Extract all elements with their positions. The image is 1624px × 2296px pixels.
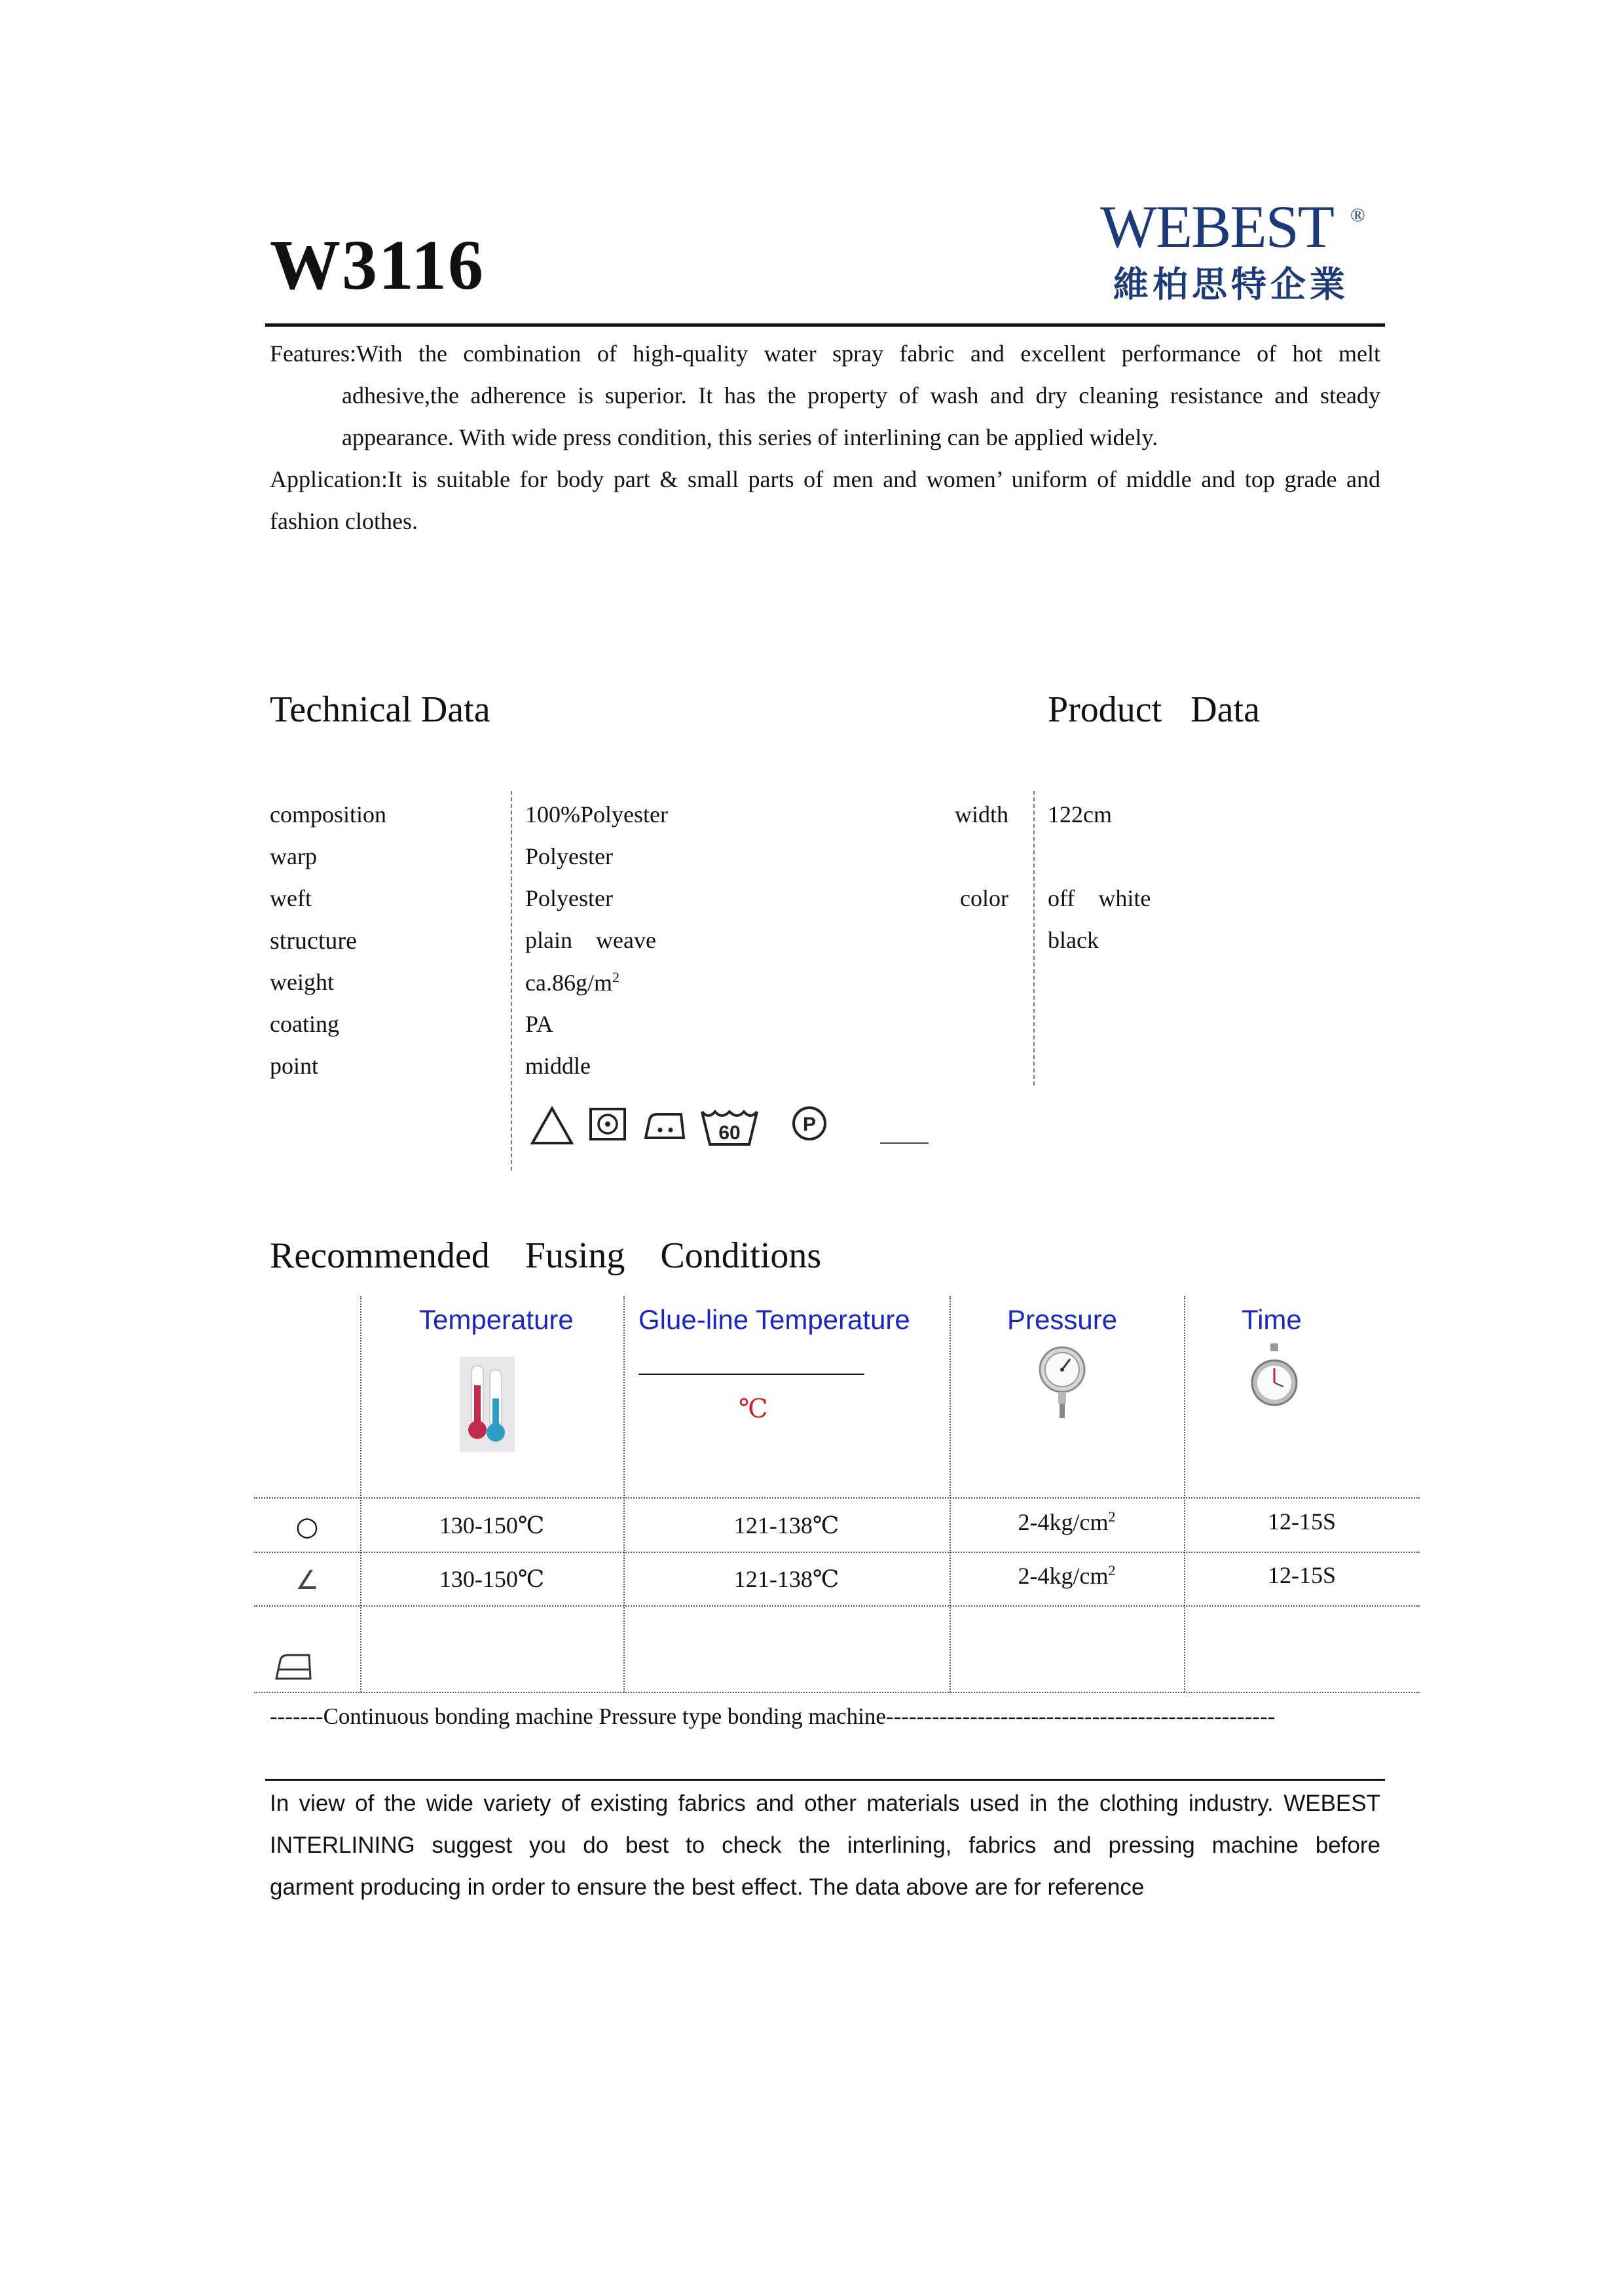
weight-number: ca.86g/m <box>525 970 612 996</box>
angle-symbol: ∠ <box>295 1565 319 1595</box>
product-data-heading: Product Data <box>1048 689 1260 730</box>
width-value: 122cm <box>1048 801 1112 828</box>
fusing-col-divider-1 <box>360 1296 361 1692</box>
warp-label: warp <box>270 843 317 869</box>
structure-label: structure <box>270 927 357 955</box>
application-line-1: Application:It is suitable for body part & small parts of men and women’ uniform of middle and top grade and <box>270 466 1380 492</box>
color-label: color <box>960 885 1008 911</box>
product-divider <box>1033 791 1035 1085</box>
composition-label: composition <box>270 801 386 828</box>
features-line-3: appearance. With wide press condition, this series of interlining can be applied widely. <box>342 424 1158 450</box>
glue-line-underline <box>638 1374 864 1375</box>
time-column-header: Time <box>1242 1304 1302 1335</box>
weft-value: Polyester <box>525 885 613 911</box>
application-line-2: fashion clothes. <box>270 508 418 534</box>
fusing-conditions-heading: Recommended Fusing Conditions <box>270 1235 822 1276</box>
dry-clean-p-icon <box>790 1105 829 1144</box>
brand-logo-chinese: 維柏思特企業 <box>1113 264 1349 305</box>
structure-value: plain weave <box>525 927 656 953</box>
fusing-col-divider-4 <box>1184 1296 1185 1692</box>
coating-label: coating <box>270 1011 339 1037</box>
stopwatch-icon <box>1249 1343 1299 1415</box>
registered-mark: ® <box>1350 204 1365 226</box>
pressure-number: 2-4kg/cm <box>1018 1509 1109 1535</box>
care-placeholder-line <box>880 1142 929 1144</box>
temperature-value: 130-150℃ <box>439 1512 545 1539</box>
time-value: 12-15S <box>1267 1508 1336 1535</box>
features-line-2: adhesive,the adherence is superior. It has the property of wash and dry cleaning resistance and steady <box>342 382 1380 409</box>
brand-logo-text: WEBEST <box>1100 193 1333 260</box>
pressure-gauge-icon <box>1037 1345 1087 1421</box>
header-divider <box>265 323 1385 327</box>
no-bleach-triangle-icon <box>529 1105 575 1147</box>
temperature-column-header: Temperature <box>419 1304 574 1335</box>
pressure-value <box>950 1563 1184 1588</box>
continuous-symbol: ○ <box>295 1512 319 1542</box>
color-value-2: black <box>1048 927 1099 953</box>
glue-line-value: 121-138℃ <box>733 1566 840 1592</box>
tech-divider <box>511 791 512 1171</box>
machine-legend-note: -------Continuous bonding machine Pressure type bonding machine--------------------------------------------------- <box>270 1704 1276 1729</box>
weight-unit-exponent: 2 <box>612 969 619 985</box>
weight-value <box>525 970 619 994</box>
pressure-exponent: 2 <box>1108 1562 1116 1578</box>
time-value: 12-15S <box>1267 1562 1336 1588</box>
thermometer-icon <box>460 1357 515 1452</box>
glue-line-unit: ℃ <box>739 1394 768 1423</box>
point-value: middle <box>525 1053 591 1079</box>
product-code-title: W3116 <box>270 227 485 304</box>
wash-60-icon <box>698 1105 761 1148</box>
fusing-row-divider-3 <box>254 1605 1420 1607</box>
dry-clean-letter: P <box>802 1114 817 1135</box>
iron-icon <box>274 1651 313 1681</box>
warp-value: Polyester <box>525 843 613 869</box>
disclaimer-line-3: garment producing in order to ensure the best effect. The data above are for reference <box>270 1874 1145 1900</box>
disclaimer-line-1: In view of the wide variety of existing fabrics and other materials used in the clothing industry. WEBEST <box>270 1791 1380 1816</box>
temperature-value: 130-150℃ <box>439 1566 545 1592</box>
color-value-1: off white <box>1048 885 1151 911</box>
glue-line-column-header: Glue-line Temperature <box>638 1304 910 1335</box>
disclaimer-line-2: INTERLINING suggest you do best to check the interlining, fabrics and pressing machine before <box>270 1832 1380 1858</box>
fusing-row-divider-1 <box>254 1497 1420 1499</box>
pressure-exponent: 2 <box>1108 1508 1116 1525</box>
coating-value: PA <box>525 1011 553 1037</box>
fusing-col-divider-3 <box>950 1296 951 1692</box>
technical-data-heading: Technical Data <box>270 689 490 730</box>
fusing-col-divider-2 <box>623 1296 625 1692</box>
composition-value: 100%Polyester <box>525 801 668 828</box>
fusing-row-divider-2 <box>254 1552 1420 1553</box>
wash-temperature-label: 60 <box>718 1122 741 1144</box>
tumble-dry-icon <box>588 1105 627 1144</box>
footer-divider <box>265 1779 1385 1781</box>
pressure-value <box>950 1510 1184 1534</box>
pressure-number: 2-4kg/cm <box>1018 1563 1109 1589</box>
features-line-1: Features:With the combination of high-quality water spray fabric and excellent performance of hot melt <box>270 340 1380 367</box>
pressure-column-header: Pressure <box>1007 1304 1118 1335</box>
width-label: width <box>954 801 1008 828</box>
fusing-row-divider-4 <box>254 1692 1420 1693</box>
weight-label: weight <box>270 969 334 995</box>
iron-two-dots-icon <box>642 1105 688 1144</box>
weft-label: weft <box>270 885 312 911</box>
glue-line-value: 121-138℃ <box>733 1512 840 1539</box>
point-label: point <box>270 1053 319 1079</box>
